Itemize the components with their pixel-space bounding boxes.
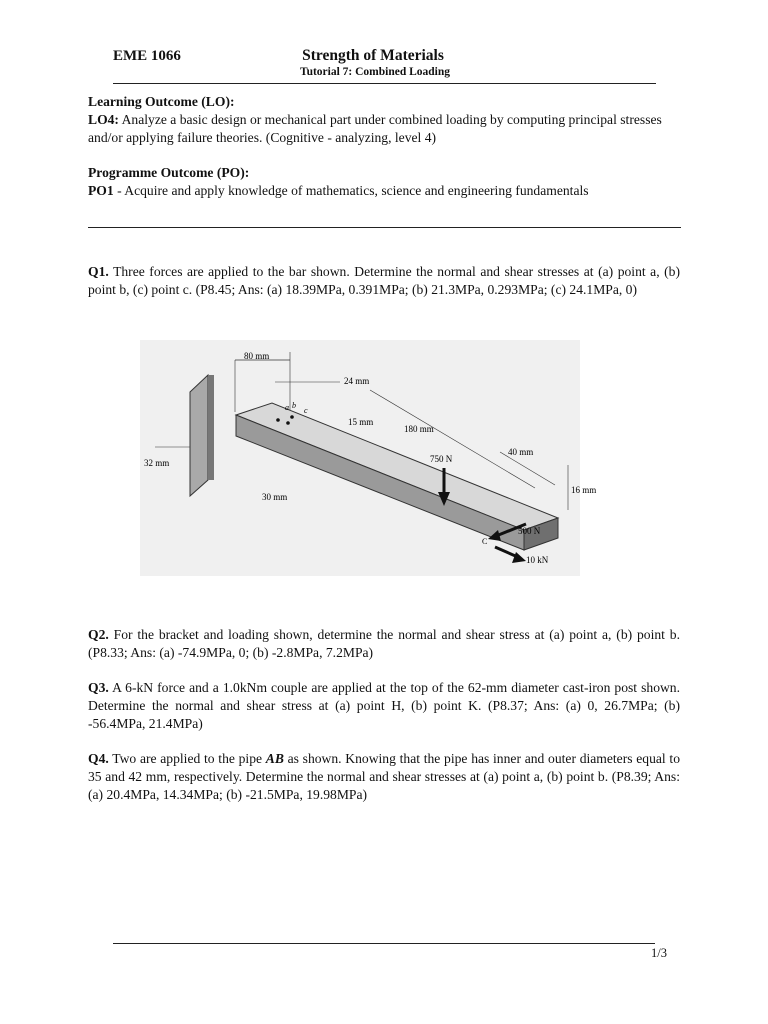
point-b: b [292,401,296,410]
section-rule [88,227,681,228]
dim-180: 180 mm [404,424,434,434]
course-code: EME 1066 [113,48,181,64]
header-rule [113,83,656,84]
dim-30: 30 mm [262,492,288,502]
dim-32: 32 mm [144,458,170,468]
question-4: Q4. Two are applied to the pipe AB as shown. Knowing that the pipe has inner and outer diameters equal to 35 and 42 mm, respectively. Determine the normal and shear stresses at (a) point a, (b) point b. (P8.39; Ans: (a) 20.4MPa, 14.34MPa; (b) -21.5MPa, 19.98MPa) [88,751,680,802]
point-a: a [285,403,289,412]
question-1: Q1. Three forces are applied to the bar shown. Determine the normal and shear stresses at (a) point a, (b) point b, (c) point c. (P8.45; Ans: (a) 18.39MPa, 0.391MPa; (b) 21.3MPa, 0.293MPa; (c) 24.1MPa, 0) [88,264,680,297]
dim-24: 24 mm [344,376,370,386]
document-subtitle: Tutorial 7: Combined Loading [299,66,451,78]
question-3: Q3. A 6-kN force and a 1.0kNm couple are applied at the top of the 62-mm diameter cast-iron post shown. Determine the normal and shear stress at (a) point H, (b) point K. (P8.37; Ans: (a) 0, 26.7MPa; (b) -56.4MPa, 21.4MPa) [88,680,680,731]
force-500: 500 N [518,526,541,536]
programme-outcome-section [88,164,680,200]
dim-15: 15 mm [348,417,374,427]
dim-16: 16 mm [571,485,597,495]
question-2: Q2. For the bracket and loading shown, determine the normal and shear stress at (a) point a, (b) point b. (P8.33; Ans: (a) -74.9MPa, 0; (b) -2.8MPa, 7.2MPa) [88,627,680,660]
point-c: c [304,406,308,415]
footer-rule [113,943,655,944]
programme-outcome-text: PO1 - Acquire and apply knowledge of mathematics, science and engineering fundamentals [88,183,589,198]
page-number: 1/3 [651,946,667,960]
pipe-ab-label: AB [265,751,284,766]
dim-80: 80 mm [244,351,270,361]
learning-outcome-section [88,93,680,147]
bar-figure [140,340,597,576]
force-750: 750 N [430,454,453,464]
dim-40: 40 mm [508,447,534,457]
force-10k: 10 kN [526,555,549,565]
learning-outcome-heading: Learning Outcome (LO): [88,94,235,109]
learning-outcome-text: LO4: Analyze a basic design or mechanical part under combined loading by computing principal stresses and/or applying failure theories. (Cognitive - analyzing, level 4) [88,112,662,145]
programme-outcome-heading: Programme Outcome (PO): [88,165,250,180]
point-C: C [482,537,488,546]
document-title: Strength of Materials [302,47,444,64]
